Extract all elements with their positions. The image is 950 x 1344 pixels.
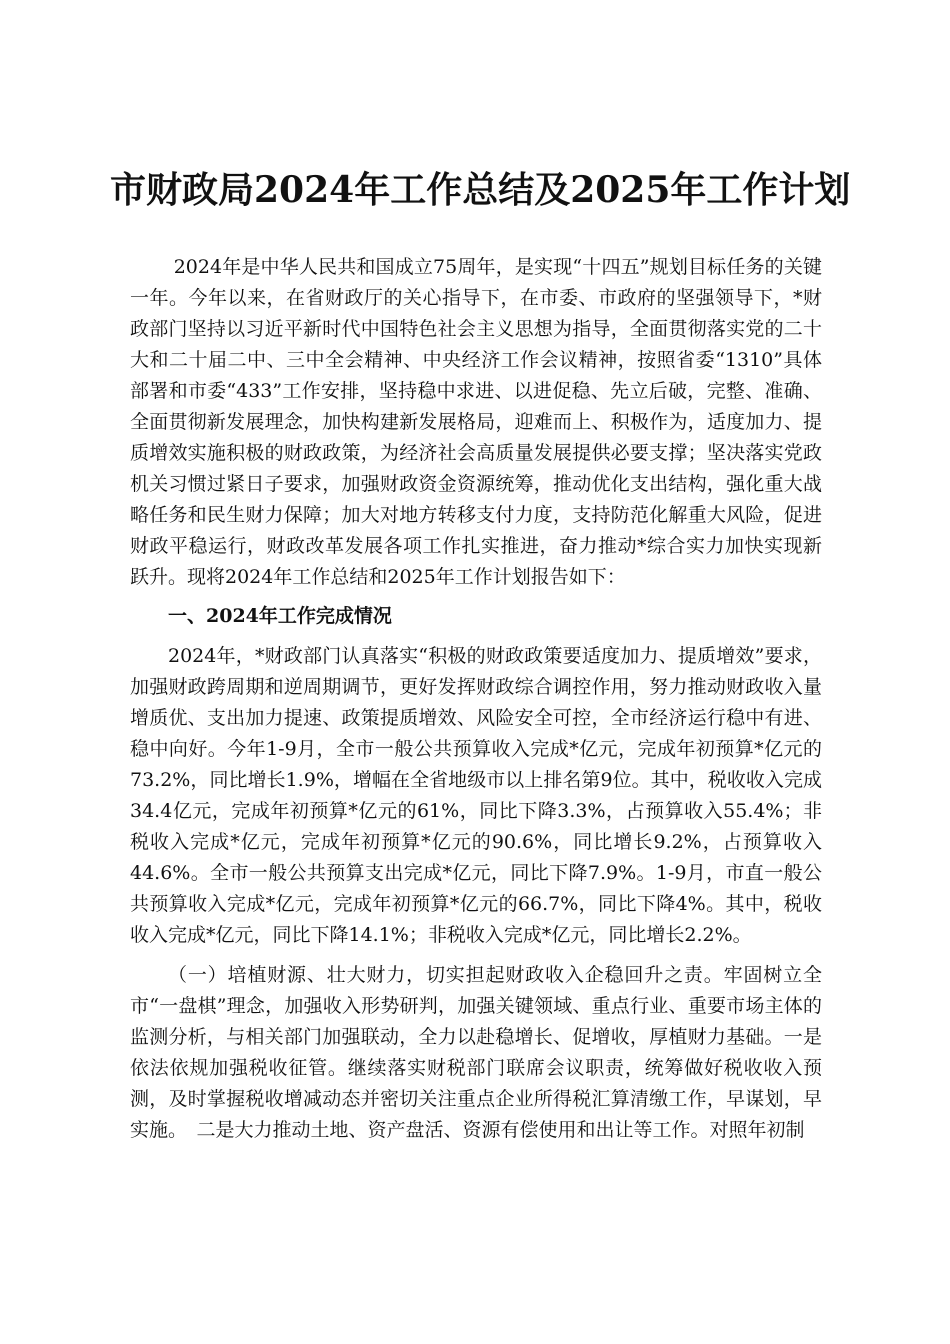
- intro-paragraph: 2024年是中华人民共和国成立75周年，是实现“十四五”规划目标任务的关键一年。今年以来，在省财政厅的关心指导下，在市委、市政府的坚强领导下，*财政部门坚持以习近平新时代中国特色社会主义思想为指导，全面贯彻落实党的二十大和二十届二中、三中全会精神、中央经济工作会议精神，按照省委“1310”具体部署和市委“433”工作安排，坚持稳中求进、以进促稳、先立后破，完整、准确、全面贯彻新发展理念，加快构建新发展格局，迎难而上、积极作为，适度加力、提质增效实施积极的财政政策，为经济社会高质量发展提供必要支撑；坚决落实党政机关习惯过紧日子要求，加强财政资金资源统筹，推动优化支出结构，强化重大战略任务和民生财力保障；加大对地方转移支付力度，支持防范化解重大风险，促进财政平稳运行，财政改革发展各项工作扎实推进，奋力推动*综合实力加快实现新跃升。现将2024年工作总结和2025年工作计划报告如下：: [130, 256, 822, 588]
- section-heading: 一、2024年工作完成情况: [168, 605, 392, 627]
- document-title: 市财政局2024年工作总结及2025年工作计划: [110, 169, 851, 211]
- section-paragraph: 2024年，*财政部门认真落实“积极的财政政策要适度加力、提质增效”要求，加强财政跨周期和逆周期调节，更好发挥财政综合调控作用，努力推动财政收入量增质优、支出加力提速、政策提质增效、风险安全可控，全市经济运行稳中有进、稳中向好。今年1-9月，全市一般公共预算收入完成*亿元，完成年初预算*亿元的73.2%，同比增长1.9%，增幅在全省地级市以上排名第9位。其中，税收收入完成34.4亿元，完成年初预算*亿元的61%，同比下降3.3%，占预算收入55.4%；非税收入完成*亿元，完成年初预算*亿元的90.6%，同比增长9.2%，占预算收入44.6%。全市一般公共预算支出完成*亿元，同比下降7.9%。1-9月，市直一般公共预算收入完成*亿元，完成年初预算*亿元的66.7%，同比下降4%。其中，税收收入完成*亿元，同比下降14.1%；非税收入完成*亿元，同比增长2.2%。: [130, 645, 822, 946]
- subsection-paragraph: （一）培植财源、壮大财力，切实担起财政收入企稳回升之责。牢固树立全市“一盘棋”理念，加强收入形势研判，加强关键领域、重点行业、重要市场主体的监测分析，与相关部门加强联动，全力以赴稳增长、促增收，厚植财力基础。一是依法依规加强税收征管。继续落实财税部门联席会议职责，统筹做好税收收入预测，及时掌握税收增减动态并密切关注重点企业所得税汇算清缴工作，早谋划，早实施。 二是大力推动土地、资产盘活、资源有偿使用和出让等工作。对照年初制: [130, 964, 822, 1141]
- document-body: [130, 252, 822, 1146]
